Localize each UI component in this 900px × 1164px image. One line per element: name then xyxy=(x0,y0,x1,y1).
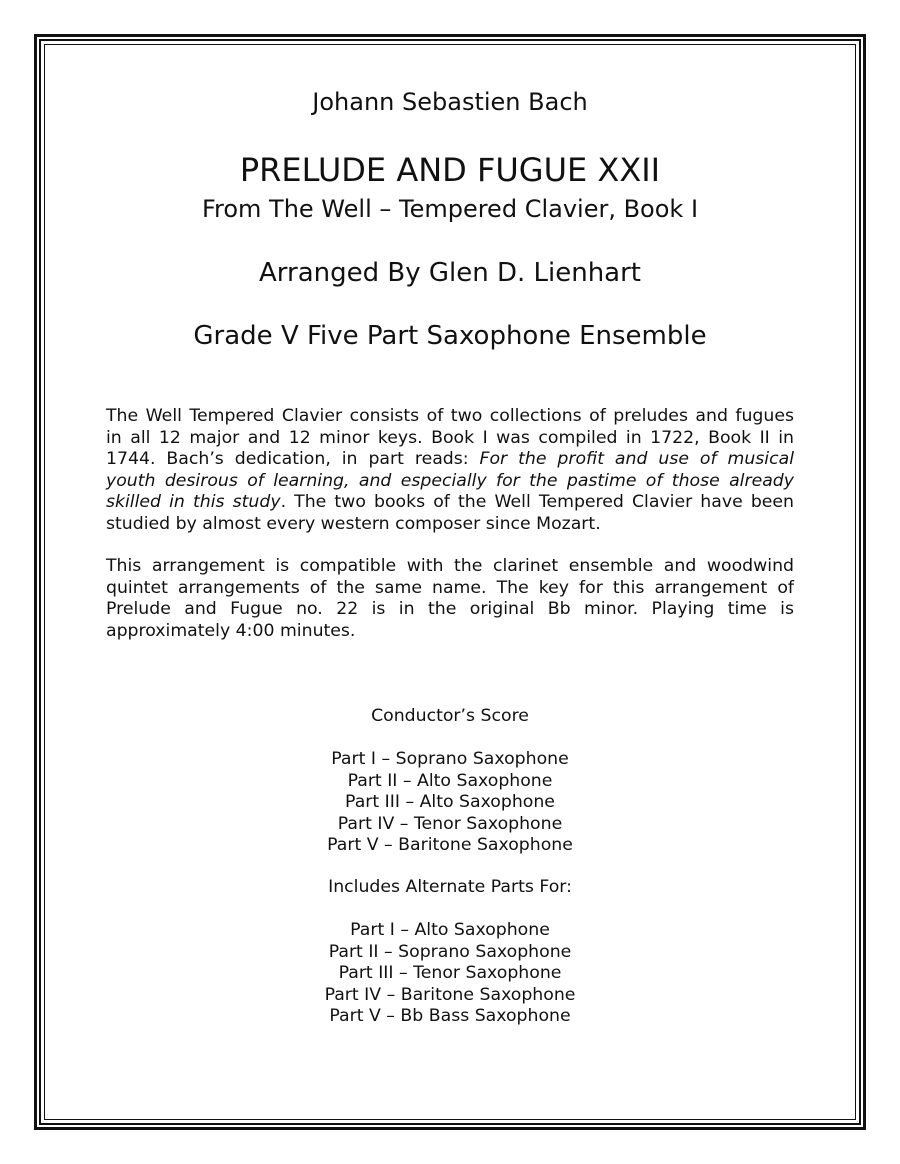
paragraph-line: This arrangement is compatible with the clarinet ensemble and woodwind xyxy=(106,556,794,576)
paragraph-line xyxy=(106,492,794,514)
composer-name: Johann Sebastien Bach xyxy=(312,88,588,116)
alternate-parts-list xyxy=(0,920,900,1028)
part-item: Part II – Alto Saxophone xyxy=(347,770,553,791)
description-paragraph-1 xyxy=(106,406,794,535)
alternate-part-item: Part I – Alto Saxophone xyxy=(350,920,550,940)
alternate-part-item: Part III – Tenor Saxophone xyxy=(338,963,562,983)
paragraph-line: quintet arrangements of the same name. The key for this arrangement of xyxy=(106,577,794,598)
paragraph-line: approximately 4:00 minutes. xyxy=(106,620,356,641)
paragraph-line: studied by almost every western composer since Mozart. xyxy=(106,513,601,534)
grade-ensemble: Grade V Five Part Saxophone Ensemble xyxy=(193,321,707,351)
paragraph-text: . The two books of the Well Tempered Clavier have been xyxy=(280,492,795,512)
part-item: Part IV – Tenor Saxophone xyxy=(337,813,563,834)
part-item: Part V – Baritone Saxophone xyxy=(327,835,573,855)
paragraph-text: 1744. Bach’s dedication, in part reads: xyxy=(106,449,480,469)
alternate-parts-heading: Includes Alternate Parts For: xyxy=(328,877,572,897)
arranger-credit: Arranged By Glen D. Lienhart xyxy=(258,258,641,288)
paragraph-line: Prelude and Fugue no. 22 is in the original Bb minor. Playing time is xyxy=(106,599,794,619)
alternate-part-item: Part V – Bb Bass Saxophone xyxy=(329,1006,571,1026)
description-paragraph-2 xyxy=(106,556,794,642)
dedication-quote: skilled in this study xyxy=(106,492,281,512)
dedication-quote: youth desirous of learning, and especially for the pastime of those already xyxy=(106,470,794,491)
alternate-part-item: Part II – Soprano Saxophone xyxy=(328,941,572,962)
conductor-score-label: Conductor’s Score xyxy=(371,706,529,726)
dedication-quote: For the profit and use of musical xyxy=(479,449,794,469)
part-item: Part III – Alto Saxophone xyxy=(345,792,555,812)
parts-list xyxy=(0,749,900,857)
paragraph-line xyxy=(106,449,794,471)
paragraph-line: in all 12 major and 12 minor keys. Book I was compiled in 1722, Book II in xyxy=(106,427,794,448)
alternate-part-item: Part IV – Baritone Saxophone xyxy=(324,984,576,1005)
part-item: Part I – Soprano Saxophone xyxy=(331,749,569,769)
page-subtitle: From The Well – Tempered Clavier, Book I xyxy=(201,195,699,223)
page-title: PRELUDE AND FUGUE XXII xyxy=(239,151,661,189)
paragraph-line: The Well Tempered Clavier consists of two collections of preludes and fugues xyxy=(106,406,794,426)
